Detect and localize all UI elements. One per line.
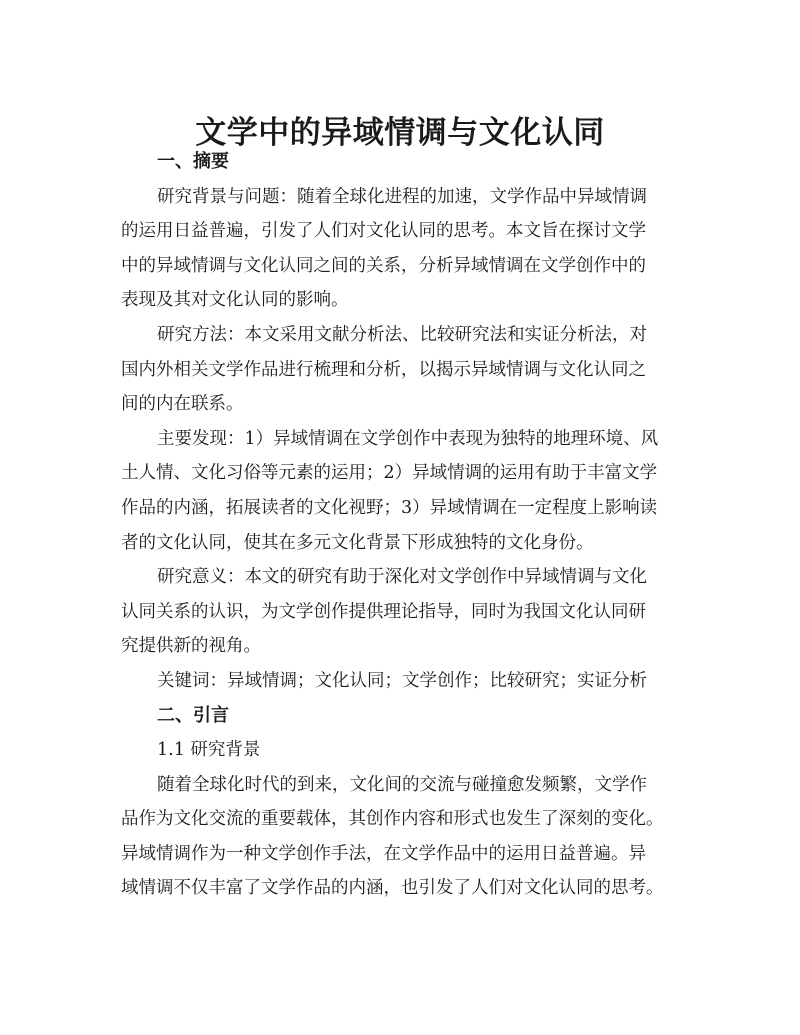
text-line: 研究意义：本文的研究有助于深化对文学创作中异域情调与文化 <box>157 567 647 588</box>
section-introduction <box>121 699 681 907</box>
text-line: 品作为文化交流的重要载体，其创作内容和形式也发生了深刻的变化。 <box>121 809 664 830</box>
section-heading: 一、摘要 <box>157 151 229 172</box>
document-body <box>121 145 681 906</box>
section-heading: 二、引言 <box>157 704 229 726</box>
text-line: 关键词：异域情调；文化认同；文学创作；比较研究；实证分析 <box>157 670 647 691</box>
text-line: 中的异域情调与文化认同之间的关系，分析异域情调在文学创作中的 <box>121 255 646 276</box>
section-abstract <box>121 145 681 699</box>
text-line: 研究背景与问题：随着全球化进程的加速，文学作品中异域情调 <box>157 186 647 207</box>
text-line: 间的内在联系。 <box>121 394 244 415</box>
paragraph-keywords <box>121 664 681 699</box>
text-line: 表现及其对文化认同的影响。 <box>121 290 349 311</box>
text-line: 1.1 研究背景 <box>157 740 261 761</box>
text-line: 者的文化认同，使其在多元文化背景下形成独特的文化身份。 <box>121 532 594 553</box>
text-line: 异域情调作为一种文学创作手法，在文学作品中的运用日益普遍。异 <box>121 843 646 864</box>
text-line: 土人情、文化习俗等元素的运用；2）异域情调的运用有助于丰富文学 <box>121 463 658 484</box>
paragraph-intro-background <box>121 768 681 906</box>
text-line: 认同关系的认识，为文学创作提供理论指导，同时为我国文化认同研 <box>121 601 646 622</box>
document-title: 文学中的异域情调与文化认同 <box>195 114 605 151</box>
paragraph-findings <box>121 422 681 560</box>
paragraph-methods <box>121 318 681 422</box>
subsection-heading <box>121 733 681 768</box>
text-line: 国内外相关文学作品进行梳理和分析，以揭示异域情调与文化认同之 <box>121 359 646 380</box>
text-line: 随着全球化时代的到来，文化间的交流与碰撞愈发频繁，文学作 <box>157 774 647 795</box>
text-line: 研究方法：本文采用文献分析法、比较研究法和实证分析法，对 <box>157 324 647 345</box>
text-line: 作品的内涵，拓展读者的文化视野；3）异域情调在一定程度上影响读 <box>121 497 658 518</box>
text-line: 域情调不仅丰富了文学作品的内涵，也引发了人们对文化认同的思考。 <box>121 878 664 899</box>
text-line: 主要发现：1）异域情调在文学创作中表现为独特的地理环境、风 <box>157 428 659 449</box>
text-line: 究提供新的视角。 <box>121 636 261 657</box>
paragraph-significance <box>121 560 681 664</box>
paragraph-background <box>121 180 681 318</box>
text-line: 的运用日益普遍，引发了人们对文化认同的思考。本文旨在探讨文学 <box>121 221 646 242</box>
